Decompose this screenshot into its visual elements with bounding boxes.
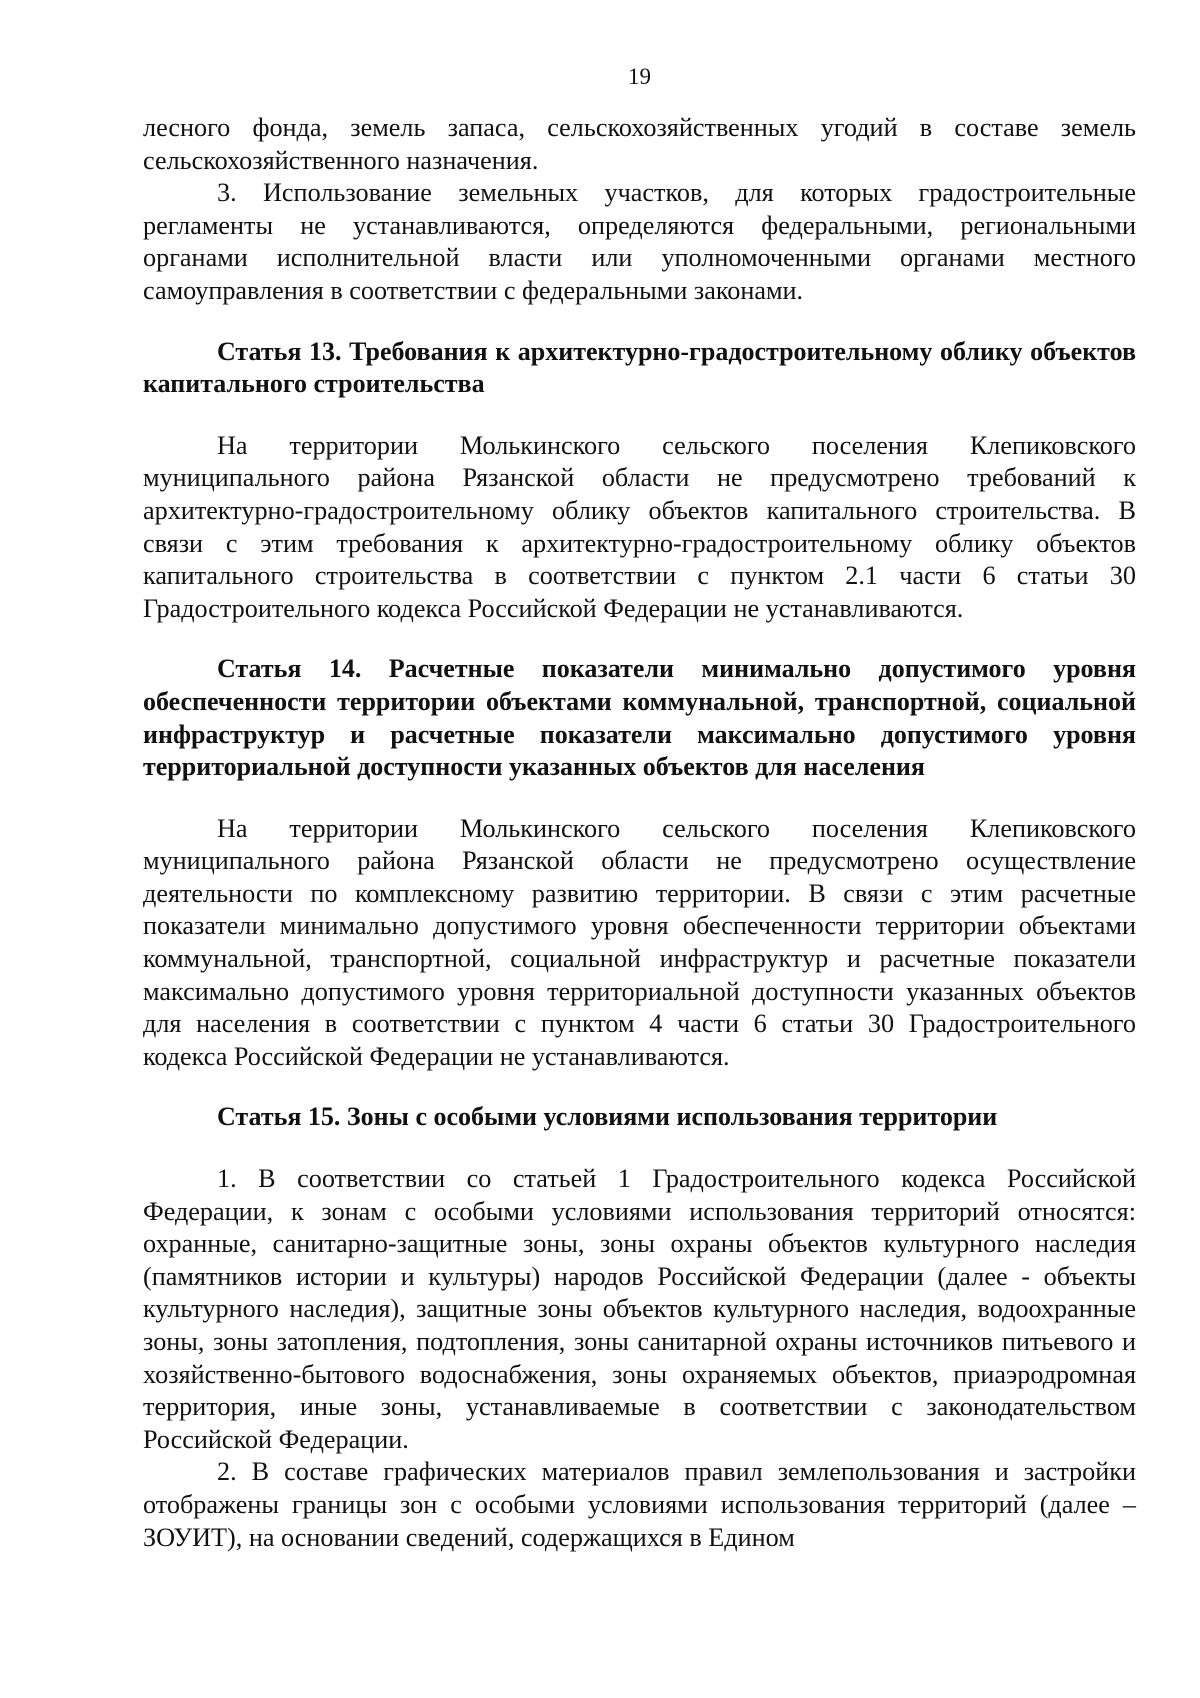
heading-article-14: Статья 14. Расчетные показатели минимально допустимого уровня обеспеченности территории объектами коммунальной, транспортной, социальной инфраструктур и расчетные показатели максимально допустимого уровня территориальной доступности указанных объектов для населения [143, 654, 1136, 782]
paragraph-item-3: 3. Использование земельных участков, для которых градостроительные регламенты не устанавливаются, определяются федеральными, региональными органами исполнительной власти или уполномоченными органами местного самоуправления в соответствии с федеральными законами. [143, 178, 1136, 305]
paragraph-continuation: лесного фонда, земель запаса, сельскохозяйственных угодий в составе земель сельскохозяйственного назначения. [143, 113, 1136, 175]
paragraph-article-15-item-2: 2. В составе графических материалов правил землепользования и застройки отображены границы зон с особыми условиями использования территорий (далее – ЗОУИТ), на основании сведений, содержащихся в Едином [143, 1457, 1136, 1552]
page-number: 19 [628, 64, 651, 89]
spacer [143, 308, 1136, 336]
heading-article-15: Статья 15. Зоны с особыми условиями использования территории [217, 1102, 998, 1132]
heading-article-13: Статья 13. Требования к архитектурно-градостроительному облику объектов капитального строительства [143, 336, 1136, 399]
paragraph-article-15-item-1: 1. В соответствии со статьей 1 Градостроительного кодекса Российской Федерации, к зонам с особыми условиями использования территорий относятся: охранные, санитарно-защитные зоны, зоны охраны объектов культурного наследия (памятников истории и культуры) народов Российской Федерации (далее - объекты культурного наследия), защитные зоны объектов культурного наследия, водоохранные зоны, зоны затопления, подтопления, зоны санитарной охраны источников питьевого и хозяйственно-бытового водоснабжения, зоны охраняемых объектов, приаэродромная территория, иные зоны, устанавливаемые в соответствии с законодательством Российской Федерации. [143, 1164, 1136, 1454]
spacer [143, 1073, 1136, 1101]
paragraph-article-13-body: На территории Молькинского сельского поселения Клепиковского муниципального района Рязанской области не предусмотрено требований к архитектурно-градостроительному облику объектов капитального строительства. В связи с этим требования к архитектурно-градостроительному облику объектов капитального строительства в соответствии с пунктом 2.1 части 6 статьи 30 Градостроительного кодекса Российской Федерации не устанавливаются. [143, 430, 1136, 623]
document-page [143, 62, 1136, 1554]
spacer [143, 784, 1136, 813]
spacer [143, 625, 1136, 653]
spacer [143, 1134, 1136, 1163]
spacer [143, 401, 1136, 430]
paragraph-article-14-body: На территории Молькинского сельского поселения Клепиковского муниципального района Рязанской области не предусмотрено осуществление деятельности по комплексному развитию территории. В связи с этим расчетные показатели минимально допустимого уровня обеспеченности территории объектами коммунальной, транспортной, социальной инфраструктур и расчетные показатели максимально допустимого уровня территориальной доступности указанных объектов для населения в соответствии с пунктом 4 части 6 статьи 30 Градостроительного кодекса Российской Федерации не устанавливаются. [143, 813, 1136, 1071]
